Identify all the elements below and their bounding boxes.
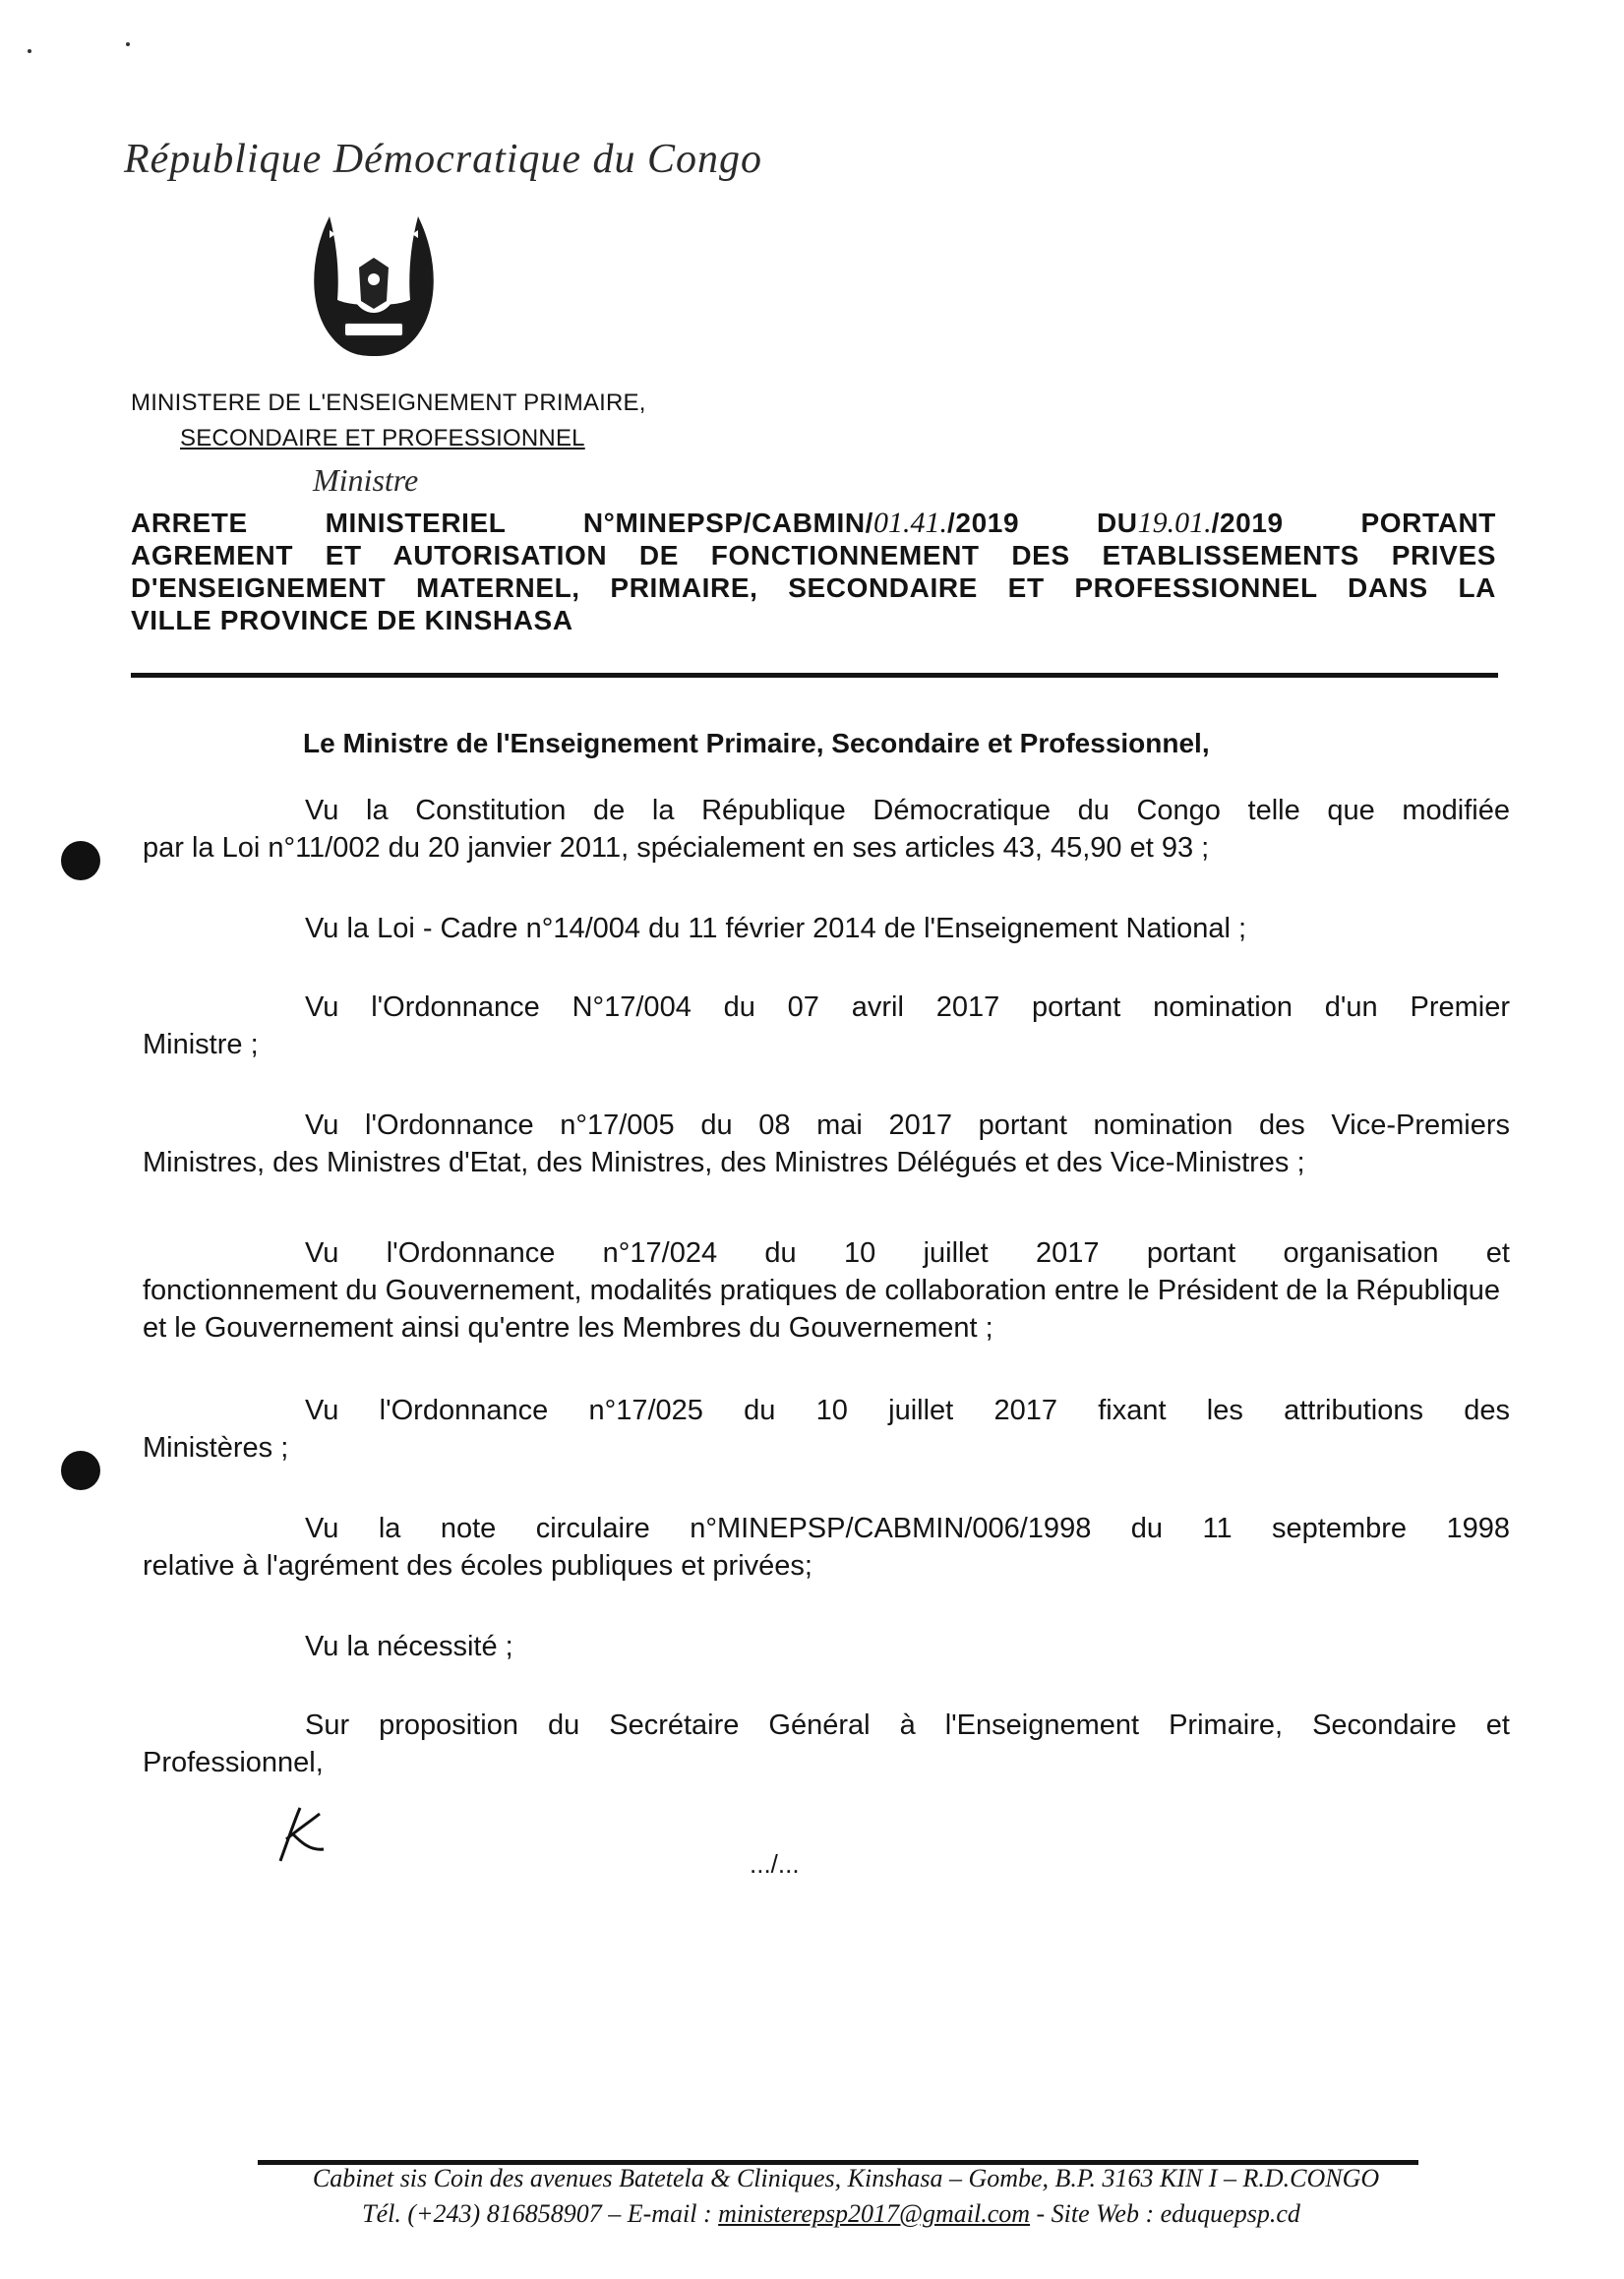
republic-heading: République Démocratique du Congo — [124, 137, 763, 182]
footer-address: Cabinet sis Coin des avenues Batetela & Cliniques, Kinshasa – Gombe, B.P. 3163 KIN I – R.D.CONGO — [312, 2164, 1380, 2192]
decree-year-portant: /2019 PORTANT — [1211, 508, 1496, 538]
paragraph-first-line: Vu l'Ordonnance n°17/024 du 10 juillet 2017 portant organisation et — [305, 1237, 1510, 1269]
paragraph-necessite — [143, 1628, 1510, 1665]
paragraph-continuation: Ministre ; — [143, 1029, 259, 1060]
paragraph-ordonnance-17-004 — [143, 989, 1510, 1063]
scan-speck — [28, 49, 31, 53]
punch-hole-mark — [61, 841, 100, 880]
decree-title-line1 — [131, 507, 1496, 539]
footer-phone: Tél. (+243) 816858907 – E-mail : — [362, 2199, 719, 2228]
handwritten-date-day: 19 — [1137, 507, 1168, 539]
decree-title-line2: AGREMENT ET AUTORISATION DE FONCTIONNEMENT DES ETABLISSEMENTS PRIVES — [131, 540, 1496, 570]
paragraph-first-line: Vu la note circulaire n°MINEPSP/CABMIN/006/1998 du 11 septembre 1998 — [305, 1513, 1510, 1544]
date-separator: . — [1167, 507, 1175, 539]
title-divider — [131, 673, 1498, 678]
initials-signature-icon — [271, 1800, 330, 1869]
paragraph-first-line: Vu l'Ordonnance n°17/025 du 10 juillet 2017 fixant les attributions des — [305, 1395, 1510, 1426]
decree-title-line4: VILLE PROVINCE DE KINSHASA — [131, 605, 573, 635]
paragraph-first-line: Vu l'Ordonnance n°17/005 du 08 mai 2017 portant nomination des Vice-Premiers — [305, 1110, 1510, 1141]
coat-of-arms-icon — [300, 207, 448, 364]
paragraph-continuation: par la Loi n°11/002 du 20 janvier 2011, spécialement en ses articles 43, 45,90 et 93 ; — [143, 832, 1210, 864]
page-continues-marker: .../... — [750, 1849, 800, 1879]
paragraph-loi-cadre — [143, 910, 1510, 947]
decree-title — [131, 507, 1496, 636]
paragraph-first-line: Sur proposition du Secrétaire Général à l'Enseignement Primaire, Secondaire et — [305, 1709, 1510, 1741]
paragraph-note-circulaire — [143, 1510, 1510, 1585]
paragraph-continuation: Ministères ; — [143, 1432, 289, 1464]
punch-hole-mark — [61, 1451, 100, 1490]
ministry-name-line1: MINISTERE DE L'ENSEIGNEMENT PRIMAIRE, — [131, 390, 646, 416]
paragraph-constitution — [143, 792, 1510, 867]
paragraph-ordonnance-17-025 — [143, 1392, 1510, 1467]
paragraph-continuation: fonctionnement du Gouvernement, modalités pratiques de collaboration entre le Président de la République et le Gouvernement ainsi qu'entre les Membres du Gouvernement ; — [143, 1275, 1500, 1344]
footer-contact — [290, 2199, 1372, 2229]
decree-title-line3: D'ENSEIGNEMENT MATERNEL, PRIMAIRE, SECONDAIRE ET PROFESSIONNEL DANS LA — [131, 572, 1496, 603]
paragraph-first-line: Vu l'Ordonnance N°17/004 du 07 avril 2017 portant nomination d'un Premier — [305, 991, 1510, 1023]
paragraph-proposition — [143, 1707, 1510, 1781]
handwritten-decree-number: 01.41. — [873, 507, 948, 539]
footer-website: - Site Web : eduquepsp.cd — [1030, 2199, 1300, 2228]
scan-speck — [126, 42, 130, 46]
paragraph-first-line: Vu la Loi - Cadre n°14/004 du 11 février 2014 de l'Enseignement National ; — [305, 913, 1247, 944]
footer-email-link[interactable]: ministerepsp2017@gmail.com — [718, 2199, 1031, 2228]
paragraph-first-line: Vu la nécessité ; — [305, 1631, 513, 1662]
ministre-label: Ministre — [313, 462, 419, 498]
paragraph-ordonnance-17-024 — [143, 1234, 1510, 1347]
paragraph-continuation: Ministres, des Ministres d'Etat, des Ministres, des Ministres Délégués et des Vice-Ministres ; — [143, 1147, 1305, 1178]
minister-intro: Le Ministre de l'Enseignement Primaire, Secondaire et Professionnel, — [303, 728, 1210, 758]
decree-number-prefix: ARRETE MINISTERIEL N°MINEPSP/CABMIN/ — [131, 508, 874, 538]
paragraph-ordonnance-17-005 — [143, 1107, 1510, 1181]
handwritten-date-month: 01. — [1174, 507, 1212, 539]
paragraph-continuation: Professionnel, — [143, 1747, 324, 1778]
decree-year-date-prefix: /2019 DU — [947, 508, 1138, 538]
paragraph-first-line: Vu la Constitution de la République Démocratique du Congo telle que modifiée — [305, 795, 1510, 826]
paragraph-continuation: relative à l'agrément des écoles publiques et privées; — [143, 1550, 812, 1582]
ministry-name-line2: SECONDAIRE ET PROFESSIONNEL — [180, 425, 585, 451]
